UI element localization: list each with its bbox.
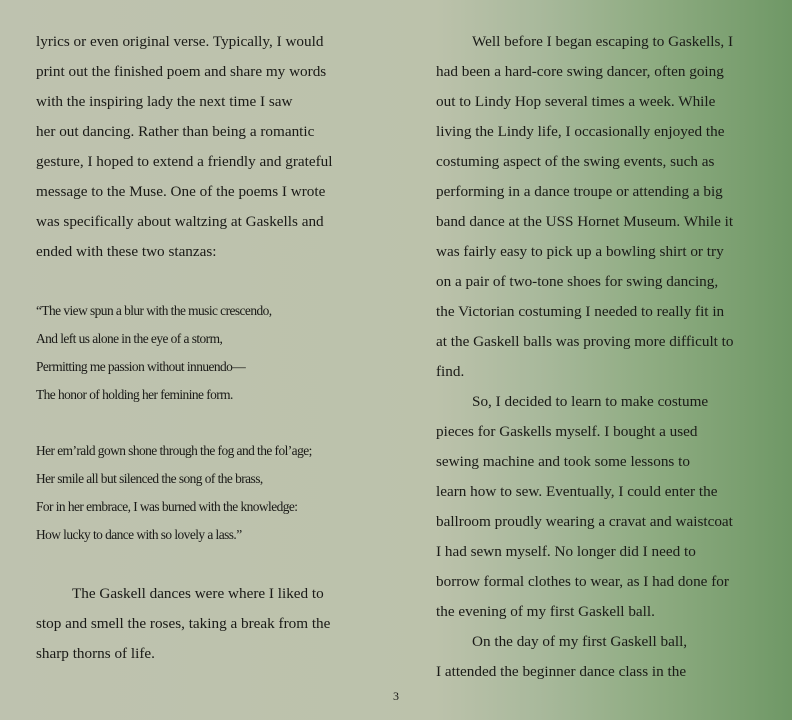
text-line: stop and smell the roses, taking a break from the <box>36 615 331 632</box>
poem-line: And left us alone in the eye of a storm, <box>36 331 223 346</box>
text-line: out to Lindy Hop several times a week. While <box>436 93 716 110</box>
left-column <box>36 27 376 669</box>
text-line: learn how to sew. Eventually, I could enter the <box>436 483 718 500</box>
right-paragraph-1 <box>436 27 776 387</box>
text-line: living the Lindy life, I occasionally enjoyed the <box>436 123 725 140</box>
text-line: So, I decided to learn to make costume <box>472 393 709 410</box>
text-line: I attended the beginner dance class in the <box>436 663 687 680</box>
text-line: was specifically about waltzing at Gaskells and <box>36 213 324 230</box>
right-paragraph-2 <box>436 387 776 627</box>
poem-line: “The view spun a blur with the music crescendo, <box>36 303 272 318</box>
text-line: lyrics or even original verse. Typically, I would <box>36 33 324 50</box>
text-line: ended with these two stanzas: <box>36 243 217 260</box>
poem-line: For in her embrace, I was burned with the knowledge: <box>36 499 298 514</box>
spacer <box>36 267 376 297</box>
right-column <box>436 27 776 687</box>
text-line: sharp thorns of life. <box>36 645 155 662</box>
poem-line: How lucky to dance with so lovely a lass.” <box>36 527 242 542</box>
text-line: her out dancing. Rather than being a romantic <box>36 123 315 140</box>
text-line: ballroom proudly wearing a cravat and waistcoat <box>436 513 733 530</box>
text-line: sewing machine and took some lessons to <box>436 453 690 470</box>
left-paragraph-2 <box>36 579 376 669</box>
text-line: the Victorian costuming I needed to really fit in <box>436 303 725 320</box>
text-line: was fairly easy to pick up a bowling shirt or try <box>436 243 724 260</box>
text-line: Well before I began escaping to Gaskells, I <box>472 33 734 50</box>
text-line: borrow formal clothes to wear, as I had done for <box>436 573 729 590</box>
poem-line: The honor of holding her feminine form. <box>36 387 233 402</box>
right-paragraph-3 <box>436 627 776 687</box>
text-line: had been a hard-core swing dancer, often going <box>436 63 724 80</box>
poem-line: Permitting me passion without innuendo— <box>36 359 246 374</box>
text-line: The Gaskell dances were where I liked to <box>72 585 324 602</box>
poem-stanza-2 <box>36 437 376 549</box>
left-paragraph-1 <box>36 27 376 267</box>
poem-line: Her smile all but silenced the song of the brass, <box>36 471 263 486</box>
page-number: 3 <box>393 689 399 703</box>
text-line: On the day of my first Gaskell ball, <box>472 633 688 650</box>
text-line: print out the finished poem and share my words <box>36 63 327 80</box>
text-line: message to the Muse. One of the poems I wrote <box>36 183 326 200</box>
text-line: performing in a dance troupe or attending a big <box>436 183 723 200</box>
text-line: costuming aspect of the swing events, such as <box>436 153 715 170</box>
text-line: find. <box>436 363 465 380</box>
text-line: pieces for Gaskells myself. I bought a used <box>436 423 698 440</box>
text-line: the evening of my first Gaskell ball. <box>436 603 655 620</box>
text-line: I had sewn myself. No longer did I need to <box>436 543 696 560</box>
text-line: on a pair of two-tone shoes for swing dancing, <box>436 273 719 290</box>
spacer <box>36 409 376 437</box>
text-line: at the Gaskell balls was proving more difficult to <box>436 333 734 350</box>
poem-stanza-1 <box>36 297 376 409</box>
text-line: band dance at the USS Hornet Museum. While it <box>436 213 734 230</box>
spacer <box>36 549 376 579</box>
text-line: gesture, I hoped to extend a friendly and grateful <box>36 153 333 170</box>
text-line: with the inspiring lady the next time I saw <box>36 93 293 110</box>
poem-line: Her em’rald gown shone through the fog and the fol’age; <box>36 443 312 458</box>
